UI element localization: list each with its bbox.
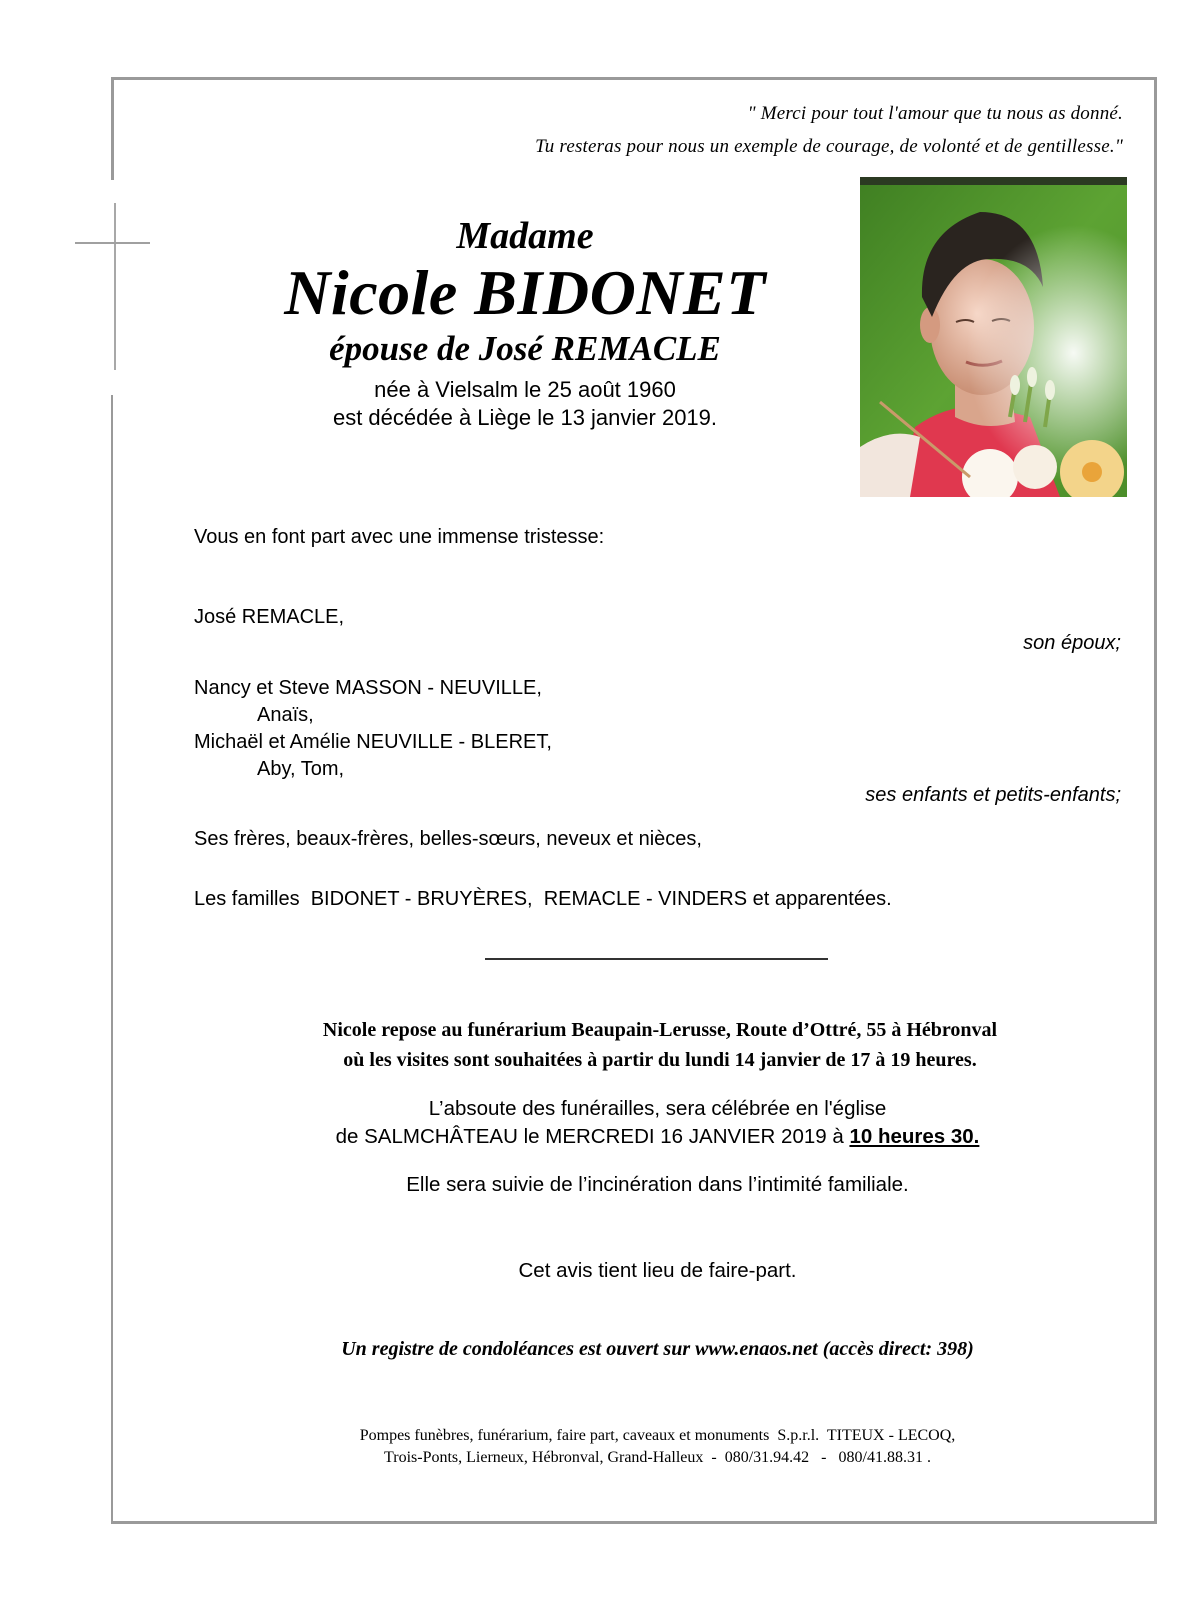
name-block bbox=[200, 212, 850, 432]
cremation-info: Elle sera suivie de l’incinération dans l’intimité familiale. bbox=[406, 1173, 909, 1196]
relation-spouse: son époux; bbox=[1023, 632, 1121, 654]
relation-children: ses enfants et petits-enfants; bbox=[865, 784, 1121, 806]
frame-border-left-lower bbox=[111, 395, 113, 1524]
siblings-line: Ses frères, beaux-frères, belles-sœurs, neveux et nièces, bbox=[194, 828, 702, 850]
section-divider bbox=[485, 958, 828, 960]
frame-border-bottom bbox=[111, 1521, 1157, 1524]
families-line: Les familles BIDONET - BRUYÈRES, REMACLE - VINDERS et apparentées. bbox=[194, 888, 892, 910]
funeral-home-footer bbox=[140, 1425, 1175, 1469]
quote-line-1: " Merci pour tout l'amour que tu nous as donné. bbox=[747, 103, 1123, 124]
frame-border-top bbox=[111, 77, 1156, 80]
announcement-intro: Vous en font part avec une immense tristesse: bbox=[194, 526, 605, 548]
family-member-line: José REMACLE, bbox=[194, 606, 345, 628]
ceremony-line-2 bbox=[140, 1123, 1175, 1151]
birth-info: née à Vielsalm le 25 août 1960 bbox=[374, 377, 676, 402]
cross-vertical-bar bbox=[114, 203, 116, 370]
visitation-line-1: Nicole repose au funérarium Beaupain-Lerusse, Route d’Ottré, 55 à Hébronval bbox=[322, 1019, 998, 1041]
portrait-photo bbox=[860, 177, 1127, 497]
footer-line-2: Trois-Ponts, Lierneux, Hébronval, Grand-Halleux - 080/31.94.42 - 080/41.88.31 . bbox=[384, 1449, 931, 1466]
ceremony-info bbox=[140, 1095, 1175, 1151]
footer-line-1: Pompes funèbres, funérarium, faire part, caveaux et monuments S.p.r.l. TITEUX - LECOQ, bbox=[359, 1427, 956, 1444]
family-member-line: Anaïs, bbox=[257, 704, 314, 726]
quote-line-2: Tu resteras pour nous un exemple de courage, de volonté et de gentillesse." bbox=[535, 136, 1123, 157]
ceremony-date: de SALMCHÂTEAU le MERCREDI 16 JANVIER 2019 à bbox=[335, 1125, 850, 1148]
family-member-line: Nancy et Steve MASSON - NEUVILLE, bbox=[194, 677, 542, 699]
death-info: est décédée à Liège le 13 janvier 2019. bbox=[332, 405, 718, 430]
honorific-title: Madame bbox=[456, 215, 594, 257]
notice-line: Cet avis tient lieu de faire-part. bbox=[518, 1259, 797, 1282]
spouse-line: épouse de José REMACLE bbox=[329, 329, 721, 368]
family-member-line: Michaël et Amélie NEUVILLE - BLERET, bbox=[194, 731, 552, 753]
cross-horizontal-bar bbox=[75, 242, 150, 244]
memorial-quote bbox=[535, 97, 1123, 163]
ceremony-line-1: L’absoute des funérailles, sera célébrée en l'église bbox=[428, 1097, 887, 1120]
visitation-info bbox=[140, 1015, 1180, 1075]
condolences-register: Un registre de condoléances est ouvert sur www.enaos.net (accès direct: 398) bbox=[341, 1338, 974, 1360]
frame-border-right bbox=[1154, 77, 1157, 1524]
deceased-name: Nicole BIDONET bbox=[284, 257, 766, 328]
visitation-line-2: où les visites sont souhaitées à partir du lundi 14 janvier de 17 à 19 heures. bbox=[343, 1049, 977, 1071]
portrait-image bbox=[860, 177, 1127, 497]
family-member-line: Aby, Tom, bbox=[257, 758, 345, 780]
frame-border-left-upper bbox=[111, 77, 114, 180]
ceremony-time: 10 heures 30. bbox=[849, 1125, 980, 1148]
